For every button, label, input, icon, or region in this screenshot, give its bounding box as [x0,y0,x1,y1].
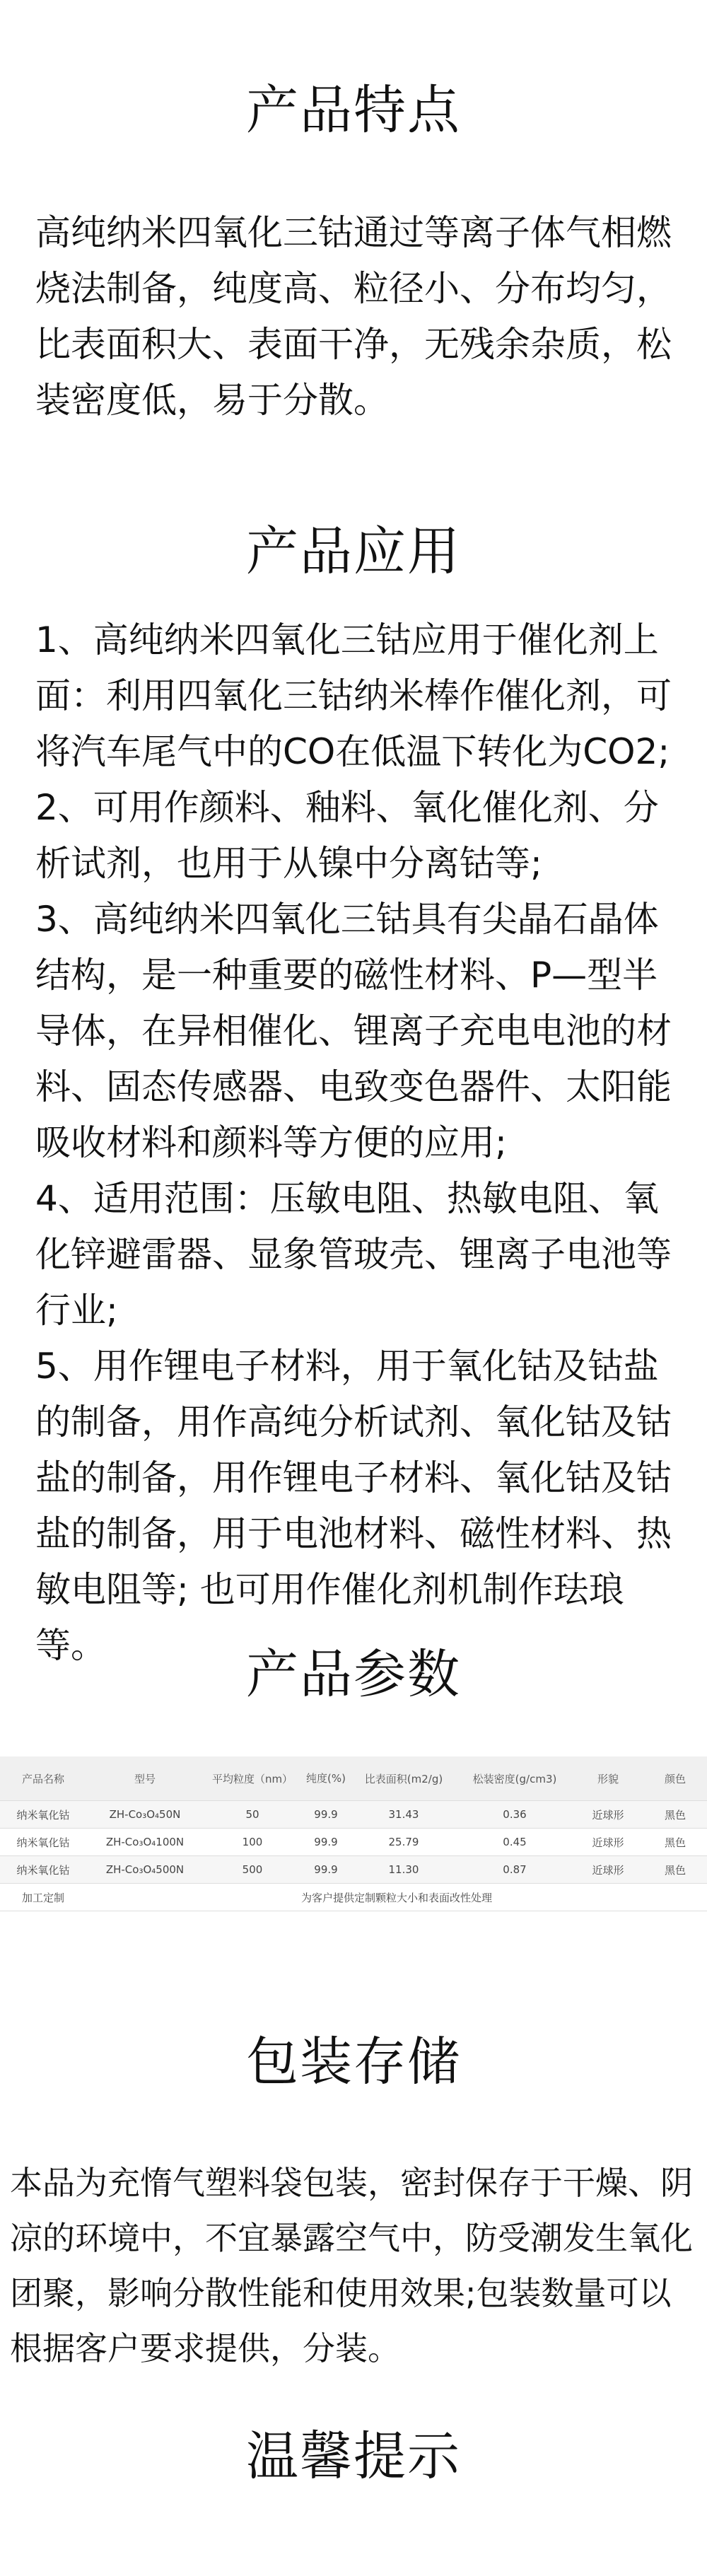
table-cell: 近球形 [573,1856,643,1884]
header-cell: 比表面积(m2/g) [351,1756,457,1801]
header-cell: 型号 [86,1756,204,1801]
table-cell: 纳米氧化钴 [0,1829,86,1856]
parameters-title: 产品参数 [246,1644,461,1705]
packaging-title: 包装存储 [246,2032,461,2092]
tips-title: 温馨提示 [246,2426,461,2487]
table-cell: ZH-Co₃O₄100N [86,1829,204,1856]
table-cell: 0.87 [457,1856,573,1884]
table-header-row [0,1756,707,1801]
packaging-text: 本品为充惰气塑料袋包装，密封保存于干燥、阴凉的环境中，不宜暴露空气中，防受潮发生氧化团聚，影响分散性能和使用效果;包装数量可以根据客户要求提供，分装。 [10,2164,693,2367]
table-cell: 25.79 [351,1829,457,1856]
table-row [0,1856,707,1884]
header-cell: 平均粒度（nm） [204,1756,301,1801]
table-cell: 纳米氧化钴 [0,1856,86,1884]
features-text: 高纯纳米四氧化三钴通过等离子体气相燃烧法制备，纯度高、粒径小、分布均匀，比表面积大、表面干净，无残余杂质，松装密度低，易于分散。 [35,212,672,421]
table-cell: ZH-Co₃O₄50N [86,1801,204,1829]
table-cell: 0.45 [457,1829,573,1856]
table-cell: 99.9 [301,1801,351,1829]
application-item-2: 2、可用作颜料、釉料、氧化催化剂、分析试剂，也用于从镍中分离钴等; [35,787,659,884]
applications-title: 产品应用 [246,521,461,582]
table-cell: 为客户提供定制颗粒大小和表面改性处理 [86,1884,707,1911]
table-cell: 黑色 [643,1856,707,1884]
table-row [0,1884,707,1911]
table-cell: 纳米氧化钴 [0,1801,86,1829]
table-cell: 99.9 [301,1829,351,1856]
features-title: 产品特点 [246,80,461,141]
table-cell: 0.36 [457,1801,573,1829]
application-item-4: 4、适用范围：压敏电阻、热敏电阻、氧化锌避雷器、显象管玻壳、锂离子电池等行业; [35,1178,672,1331]
parameters-table [0,1756,707,1911]
header-cell: 松装密度(g/cm3) [457,1756,573,1801]
application-item-1: 1、高纯纳米四氧化三钴应用于催化剂上面：利用四氧化三钴纳米棒作催化剂，可将汽车尾气中的CO在低温下转化为CO2; [35,619,672,772]
table-cell: 50 [204,1801,301,1829]
table-cell: 加工定制 [0,1884,86,1911]
table-cell: 黑色 [643,1829,707,1856]
table-cell: 99.9 [301,1856,351,1884]
table-cell: 黑色 [643,1801,707,1829]
table-cell: ZH-Co₃O₄500N [86,1856,204,1884]
application-item-3: 3、高纯纳米四氧化三钴具有尖晶石晶体结构，是一种重要的磁性材料、P—型半导体，在异相催化、锂离子充电电池的材料、固态传感器、电致变色器件、太阳能吸收材料和颜料等方便的应用; [35,899,672,1163]
table-cell: 近球形 [573,1829,643,1856]
table-cell: 100 [204,1829,301,1856]
applications-list [35,612,686,1674]
table-cell: 31.43 [351,1801,457,1829]
header-cell: 纯度(%) [301,1756,351,1801]
table-cell: 500 [204,1856,301,1884]
table-row [0,1801,707,1829]
header-cell: 形貌 [573,1756,643,1801]
table-cell: 11.30 [351,1856,457,1884]
table-row [0,1829,707,1856]
table-cell: 近球形 [573,1801,643,1829]
header-cell: 产品名称 [0,1756,86,1801]
header-cell: 颜色 [643,1756,707,1801]
application-item-5: 5、用作锂电子材料，用于氧化钴及钴盐的制备，用作高纯分析试剂、氧化钴及钴盐的制备，用作锂电子材料、氧化钴及钴盐的制备，用于电池材料、磁性材料、热敏电阻等; 也可用作催化剂机制作珐琅等。 [35,1346,672,1666]
